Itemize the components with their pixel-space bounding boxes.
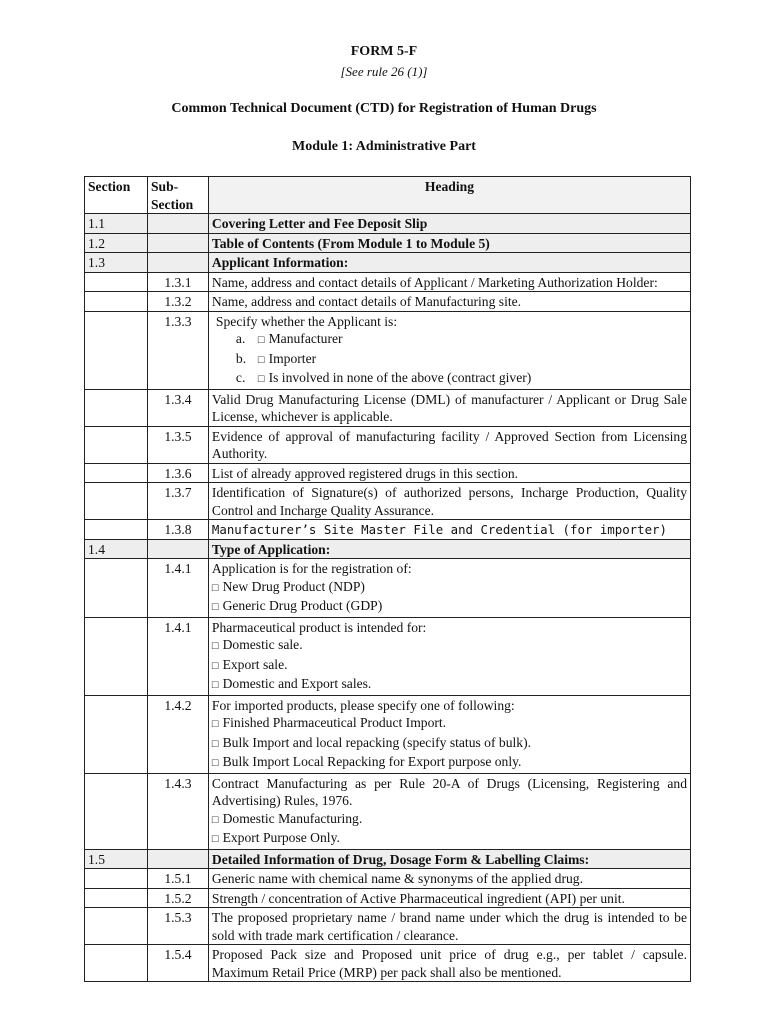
checkbox-item <box>212 734 687 754</box>
checkbox-icon: □ <box>211 659 219 672</box>
heading-cell <box>208 695 690 773</box>
subsection-cell: 1.3.7 <box>147 483 208 520</box>
checkbox-icon: □ <box>257 353 265 366</box>
column-header-section: Section <box>85 177 148 214</box>
heading-text: List of already approved registered drugs in this section. <box>211 465 519 481</box>
subsection-cell: 1.3.1 <box>147 272 208 292</box>
checkbox-icon: □ <box>211 757 219 769</box>
subsection-cell <box>147 214 208 234</box>
subsection-cell: 1.3.8 <box>147 520 208 540</box>
subsection-cell: 1.4.2 <box>147 695 208 773</box>
heading-text: Name, address and contact details of Manufacturing site. <box>211 294 522 309</box>
heading-text: The proposed proprietary name / brand name under which the drug is intended to be sold with trade mark certification / clearance. <box>211 910 687 943</box>
section-cell <box>85 483 148 520</box>
checkbox-item-text: Export Purpose Only. <box>222 830 340 845</box>
checkbox-item <box>212 578 687 598</box>
heading-text: Type of Application: <box>211 541 331 557</box>
subsection-cell: 1.3.4 <box>147 389 208 426</box>
heading-text: Name, address and contact details of Applicant / Marketing Authorization Holder: <box>211 274 658 290</box>
subsection-cell: 1.5.2 <box>147 888 208 908</box>
table-row <box>85 389 691 426</box>
heading-cell <box>208 233 690 253</box>
checkbox-item-text: Bulk Import and local repacking (specify status of bulk). <box>222 734 531 750</box>
checkbox-icon: □ <box>211 581 219 594</box>
heading-cell <box>208 559 690 618</box>
subsection-cell <box>147 849 208 869</box>
section-cell <box>85 559 148 618</box>
option-letter: a. <box>235 331 246 346</box>
table-row <box>85 908 691 945</box>
option-text: Manufacturer <box>268 331 343 346</box>
option-text: Is involved in none of the above (contract giver) <box>268 370 532 385</box>
section-cell <box>85 773 148 849</box>
heading-text: Valid Drug Manufacturing License (DML) of manufacturer / Applicant or Drug Sale License, whichever is applicable. <box>211 391 687 424</box>
table-row <box>85 520 691 540</box>
subsection-cell: 1.3.3 <box>147 311 208 389</box>
checkbox-item <box>212 636 687 656</box>
table-row <box>85 311 691 389</box>
section-cell <box>85 695 148 773</box>
subsection-cell: 1.5.3 <box>147 908 208 945</box>
column-header-sub-line1: Sub- <box>150 179 179 194</box>
subsection-cell: 1.4.1 <box>147 617 208 695</box>
checkbox-icon: □ <box>257 373 265 385</box>
checkbox-item <box>212 597 687 617</box>
heading-text: Specify whether the Applicant is: <box>215 313 398 329</box>
heading-cell <box>208 849 690 869</box>
table-row <box>85 463 691 483</box>
heading-text: Applicant Information: <box>211 255 349 270</box>
subsection-cell: 1.3.5 <box>147 426 208 463</box>
option-line <box>212 350 687 370</box>
column-header-heading: Heading <box>208 177 690 214</box>
checkbox-icon: □ <box>211 601 219 613</box>
section-cell <box>85 311 148 389</box>
table-row <box>85 253 691 273</box>
checkbox-item-text: Bulk Import Local Repacking for Export purpose only. <box>222 754 522 769</box>
table-row <box>85 617 691 695</box>
checkbox-icon: □ <box>211 833 219 845</box>
table-row <box>85 233 691 253</box>
section-cell <box>85 617 148 695</box>
ctd-table <box>84 176 691 982</box>
checkbox-icon: □ <box>211 813 219 826</box>
checkbox-item-text: Generic Drug Product (GDP) <box>222 598 383 613</box>
checkbox-icon: □ <box>211 718 219 730</box>
option-letter: b. <box>235 350 247 366</box>
subsection-cell: 1.5.1 <box>147 869 208 889</box>
section-cell: 1.3 <box>85 253 148 273</box>
table-row <box>85 695 691 773</box>
table-row <box>85 849 691 869</box>
checkbox-item-text: New Drug Product (NDP) <box>222 578 365 594</box>
heading-cell <box>208 520 690 540</box>
heading-text: Table of Contents (From Module 1 to Module 5) <box>211 235 490 251</box>
heading-cell <box>208 463 690 483</box>
heading-cell <box>208 214 690 234</box>
heading-text: Contract Manufacturing as per Rule 20-A of Drugs (Licensing, Registering and Advertising) Rules, 1976. <box>211 775 687 808</box>
option-letter: c. <box>235 370 246 385</box>
module-title: Module 1: Administrative Part <box>292 139 476 154</box>
heading-cell <box>208 389 690 426</box>
heading-text: Identification of Signature(s) of authorized persons, Incharge Production, Quality Control and Incharge Quality Assurance. <box>211 485 687 518</box>
table-row <box>85 272 691 292</box>
section-cell: 1.4 <box>85 539 148 559</box>
checkbox-item-text: Domestic and Export sales. <box>222 676 372 691</box>
heading-cell <box>208 272 690 292</box>
table-row <box>85 292 691 312</box>
subsection-cell <box>147 233 208 253</box>
heading-cell <box>208 945 690 982</box>
checkbox-item <box>212 656 687 676</box>
section-cell: 1.1 <box>85 214 148 234</box>
heading-text: Detailed Information of Drug, Dosage Form & Labelling Claims: <box>211 851 590 867</box>
checkbox-item-text: Domestic sale. <box>222 637 303 652</box>
heading-cell <box>208 869 690 889</box>
section-cell <box>85 520 148 540</box>
table-row <box>85 426 691 463</box>
option-text: Importer <box>268 350 317 366</box>
heading-text: Proposed Pack size and Proposed unit price of drug e.g., per tablet / capsule. Maximum Retail Price (MRP) per pack shall also be mentioned. <box>211 947 687 980</box>
heading-cell <box>208 426 690 463</box>
section-cell <box>85 426 148 463</box>
form-title: FORM 5-F <box>350 44 418 59</box>
section-cell <box>85 463 148 483</box>
checkbox-icon: □ <box>211 737 219 750</box>
table-row <box>85 888 691 908</box>
table-row <box>85 869 691 889</box>
table-row <box>85 945 691 982</box>
subsection-cell <box>147 539 208 559</box>
heading-text: Generic name with chemical name & synonyms of the applied drug. <box>211 871 583 886</box>
checkbox-item-text: Export sale. <box>222 656 288 672</box>
heading-cell <box>208 483 690 520</box>
section-cell: 1.2 <box>85 233 148 253</box>
column-header-subsection <box>147 177 208 214</box>
subsection-cell <box>147 253 208 273</box>
table-row <box>85 773 691 849</box>
table-body <box>85 214 691 982</box>
heading-text: For imported products, please specify one of following: <box>211 697 515 713</box>
heading-cell <box>208 908 690 945</box>
checkbox-item <box>212 675 687 695</box>
option-line <box>212 330 687 350</box>
heading-cell <box>208 311 690 389</box>
checkbox-item <box>212 714 687 734</box>
section-cell <box>85 389 148 426</box>
section-cell: 1.5 <box>85 849 148 869</box>
section-cell <box>85 888 148 908</box>
table-row <box>85 559 691 618</box>
checkbox-item <box>212 810 687 830</box>
rule-reference: [See rule 26 (1)] <box>340 64 428 79</box>
section-cell <box>85 272 148 292</box>
heading-text: Strength / concentration of Active Pharmaceutical ingredient (API) per unit. <box>211 890 625 906</box>
heading-cell <box>208 539 690 559</box>
checkbox-item <box>212 829 687 849</box>
heading-cell <box>208 292 690 312</box>
section-cell <box>85 908 148 945</box>
heading-cell <box>208 253 690 273</box>
option-line <box>212 369 687 389</box>
heading-text: Manufacturer’s Site Master File and Credential (for importer) <box>211 522 667 537</box>
checkbox-item-text: Finished Pharmaceutical Product Import. <box>222 715 447 730</box>
section-cell <box>85 292 148 312</box>
heading-text: Evidence of approval of manufacturing facility / Approved Section from Licensing Authority. <box>211 428 687 461</box>
subsection-cell: 1.5.4 <box>147 945 208 982</box>
subsection-cell: 1.4.1 <box>147 559 208 618</box>
heading-cell <box>208 617 690 695</box>
section-cell <box>85 869 148 889</box>
heading-text: Covering Letter and Fee Deposit Slip <box>211 216 428 231</box>
table-row <box>85 214 691 234</box>
checkbox-item-text: Domestic Manufacturing. <box>222 810 363 826</box>
heading-text: Pharmaceutical product is intended for: <box>211 619 427 635</box>
checkbox-icon: □ <box>211 640 219 652</box>
column-header-sub-line2: Section <box>150 196 194 212</box>
heading-cell <box>208 888 690 908</box>
table-header-row <box>85 177 691 214</box>
subsection-cell: 1.3.6 <box>147 463 208 483</box>
table-row <box>85 483 691 520</box>
table-row <box>85 539 691 559</box>
heading-text: Application is for the registration of: <box>211 561 412 576</box>
subsection-cell: 1.3.2 <box>147 292 208 312</box>
checkbox-icon: □ <box>211 679 219 691</box>
section-cell <box>85 945 148 982</box>
subsection-cell: 1.4.3 <box>147 773 208 849</box>
checkbox-icon: □ <box>257 334 265 346</box>
document-title: Common Technical Document (CTD) for Registration of Human Drugs <box>171 101 597 116</box>
heading-cell <box>208 773 690 849</box>
checkbox-item <box>212 753 687 773</box>
